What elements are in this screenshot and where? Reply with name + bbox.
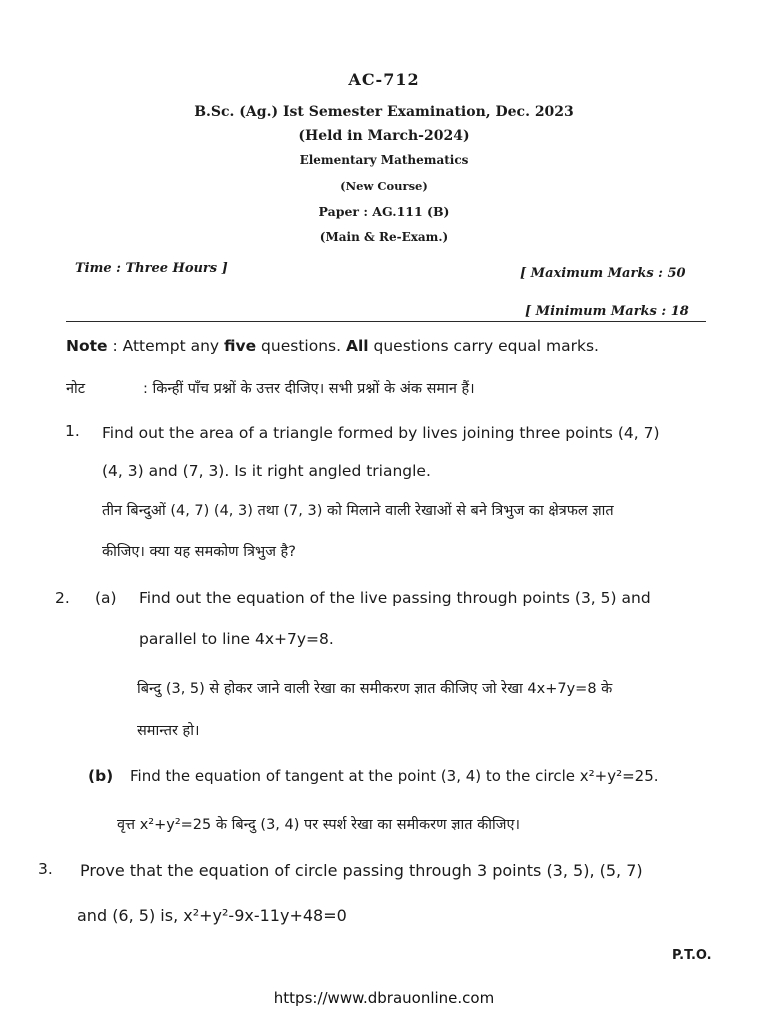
header-divider bbox=[66, 321, 706, 322]
q2a-label: (a) bbox=[95, 589, 117, 607]
q1-hindi2: कीजिए। क्या यह समकोण त्रिभुज है? bbox=[102, 544, 296, 560]
source-url[interactable]: https://www.dbrauonline.com bbox=[273, 989, 495, 1007]
max-marks-label: [ Maximum Marks : 50 bbox=[520, 266, 686, 281]
q3-line2: and (6, 5) is, x²+y²-9x-11y+48=0 bbox=[77, 906, 347, 925]
q1-number: 1. bbox=[65, 422, 80, 440]
exam-type: (Main & Re-Exam.) bbox=[319, 230, 449, 244]
q2a-hindi2: समान्तर हो। bbox=[137, 723, 200, 739]
held-date: (Held in March-2024) bbox=[298, 128, 470, 144]
q3-line1: Prove that the equation of circle passing through 3 points (3, 5), (5, 7) bbox=[80, 861, 643, 880]
q1-line2: (4, 3) and (7, 3). Is it right angled triangle. bbox=[102, 462, 431, 480]
time-label: Time : Three Hours ] bbox=[75, 261, 228, 276]
pto-label: P.T.O. bbox=[672, 948, 712, 963]
min-marks-label: [ Minimum Marks : 18 bbox=[525, 304, 689, 319]
q2-number: 2. bbox=[55, 589, 70, 607]
paper-number: Paper : AG.111 (B) bbox=[318, 204, 450, 219]
note-label: Note bbox=[66, 337, 108, 355]
q2b-label: (b) bbox=[88, 767, 114, 785]
course-label: (New Course) bbox=[340, 179, 428, 193]
q2a-hindi1: बिन्दु (3, 5) से होकर जाने वाली रेखा का समीकरण ज्ञात कीजिए जो रेखा 4x+7y=8 के bbox=[137, 681, 613, 697]
note-line: Note : Attempt any five questions. All questions carry equal marks. bbox=[66, 337, 599, 355]
q1-hindi1: तीन बिन्दुओं (4, 7) (4, 3) तथा (7, 3) को मिलाने वाली रेखाओं से बने त्रिभुज का क्षेत्रफल ज्ञात bbox=[102, 503, 614, 519]
q2b-line1: Find the equation of tangent at the point (3, 4) to the circle x²+y²=25. bbox=[130, 767, 659, 785]
note-hindi-label: नोट bbox=[66, 381, 86, 397]
q1-line1: Find out the area of a triangle formed by lives joining three points (4, 7) bbox=[102, 424, 660, 442]
q2a-line1: Find out the equation of the live passing through points (3, 5) and bbox=[139, 589, 651, 607]
note-hindi-text: : किन्हीं पाँच प्रश्नों के उत्तर दीजिए। सभी प्रश्नों के अंक समान हैं। bbox=[143, 381, 475, 397]
q2a-line2: parallel to line 4x+7y=8. bbox=[139, 630, 334, 648]
q3-number: 3. bbox=[38, 860, 53, 878]
q2b-hindi1: वृत्त x²+y²=25 के बिन्दु (3, 4) पर स्पर्श रेखा का समीकरण ज्ञात कीजिए। bbox=[117, 817, 521, 833]
subject-title: Elementary Mathematics bbox=[299, 153, 469, 167]
paper-code: AC-712 bbox=[348, 70, 420, 89]
exam-title: B.Sc. (Ag.) Ist Semester Examination, Dec. 2023 bbox=[194, 104, 574, 120]
